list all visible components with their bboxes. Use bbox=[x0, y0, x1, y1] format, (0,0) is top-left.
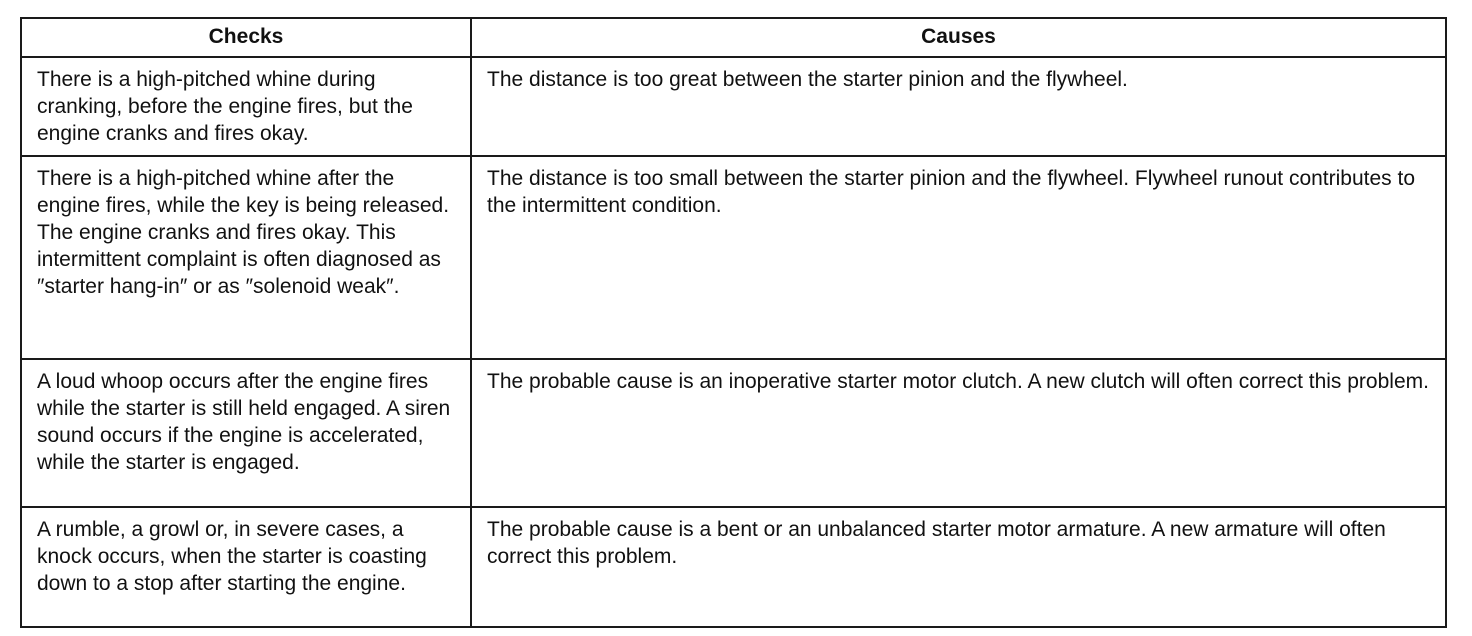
table-header bbox=[21, 18, 1446, 57]
cause-cell: The distance is too great between the starter pinion and the flywheel. bbox=[471, 57, 1446, 156]
causes-column-header: Causes bbox=[471, 18, 1446, 57]
cause-cell: The distance is too small between the starter pinion and the flywheel. Flywheel runout contributes to the intermittent condition. bbox=[471, 156, 1446, 359]
check-cell: A rumble, a growl or, in severe cases, a knock occurs, when the starter is coasting down to a stop after starting the engine. bbox=[21, 507, 471, 627]
header-row bbox=[21, 18, 1446, 57]
table-row bbox=[21, 57, 1446, 156]
check-cell: There is a high-pitched whine during cranking, before the engine fires, but the engine cranks and fires okay. bbox=[21, 57, 471, 156]
check-cell: A loud whoop occurs after the engine fires while the starter is still held engaged. A siren sound occurs if the engine is accelerated, while the starter is engaged. bbox=[21, 359, 471, 507]
table-body bbox=[21, 57, 1446, 627]
checks-causes-table bbox=[20, 17, 1447, 628]
table-row bbox=[21, 156, 1446, 359]
table-row bbox=[21, 507, 1446, 627]
cause-cell: The probable cause is an inoperative starter motor clutch. A new clutch will often correct this problem. bbox=[471, 359, 1446, 507]
checks-column-header: Checks bbox=[21, 18, 471, 57]
table-row bbox=[21, 359, 1446, 507]
cause-cell: The probable cause is a bent or an unbalanced starter motor armature. A new armature will often correct this problem. bbox=[471, 507, 1446, 627]
check-cell: There is a high-pitched whine after the engine fires, while the key is being released. The engine cranks and fires okay. This intermittent complaint is often diagnosed as ″starter hang-in″ or as ″solenoid weak″. bbox=[21, 156, 471, 359]
